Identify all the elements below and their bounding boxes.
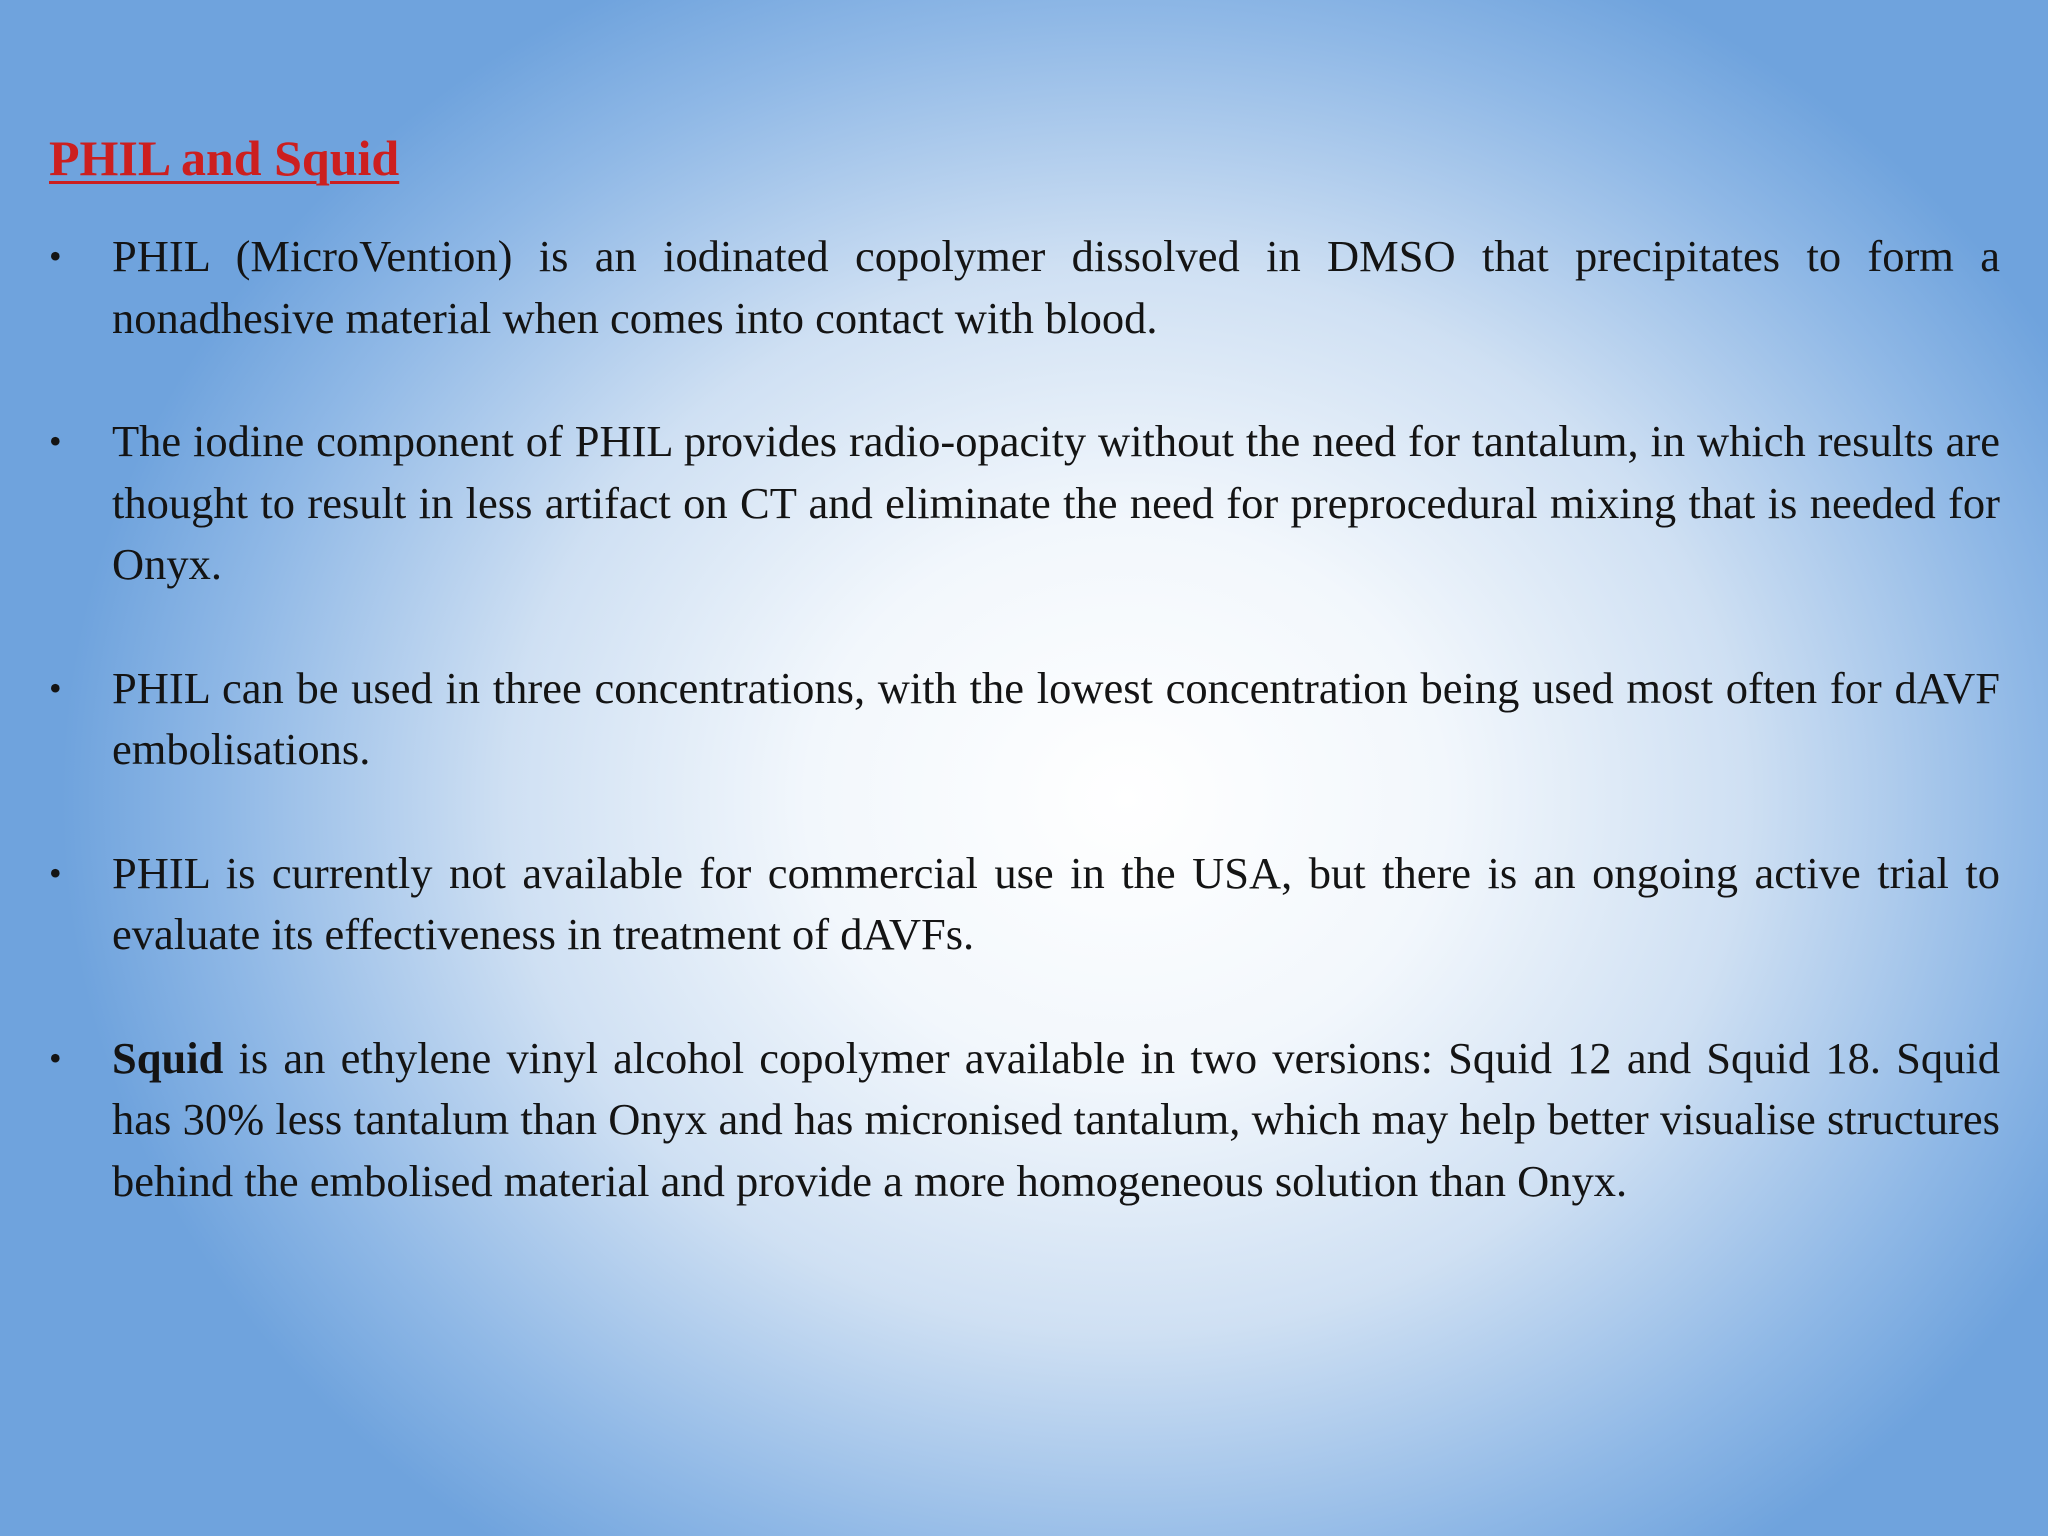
bullet-item: [49, 843, 2000, 966]
bullet-icon: •: [49, 236, 62, 276]
bullet-text: PHIL is currently not available for commercial use in the USA, but there is an ongoing active trial to evaluate its effectiveness in treatment of dAVFs.: [112, 847, 2000, 959]
bullet-text: The iodine component of PHIL provides radio-opacity without the need for tantalum, in which results are thought to result in less artifact on CT and eliminate the need for preprocedural mixing that is needed for Onyx.: [112, 416, 2000, 589]
bullet-text: PHIL can be used in three concentrations, with the lowest concentration being used most often for dAVF embolisations.: [112, 662, 2000, 774]
bullet-item: [49, 411, 2000, 596]
bullet-icon: •: [49, 852, 62, 893]
slide-title: PHIL and Squid: [49, 130, 400, 186]
bullet-bold-term: Squid: [112, 1032, 224, 1083]
bullet-list: [49, 226, 2000, 1274]
bullet-text: PHIL (MicroVention) is an iodinated copolymer dissolved in DMSO that precipitates to form a nonadhesive material when comes into contact with blood.: [112, 231, 2000, 343]
bullet-text: is an ethylene vinyl alcohol copolymer available in two versions: Squid 12 and Squid 18. Squid has 30% less tantalum than Onyx and has micronised tantalum, which may help better visualise structures behind the embolised material and provide a more homogeneous solution than Onyx.: [112, 1032, 2000, 1206]
bullet-icon: •: [49, 421, 62, 461]
bullet-item: [49, 658, 2000, 781]
bullet-icon: •: [49, 1037, 62, 1078]
bullet-icon: •: [49, 667, 62, 708]
bullet-item: [49, 226, 2000, 349]
bullet-item: [49, 1028, 2000, 1213]
